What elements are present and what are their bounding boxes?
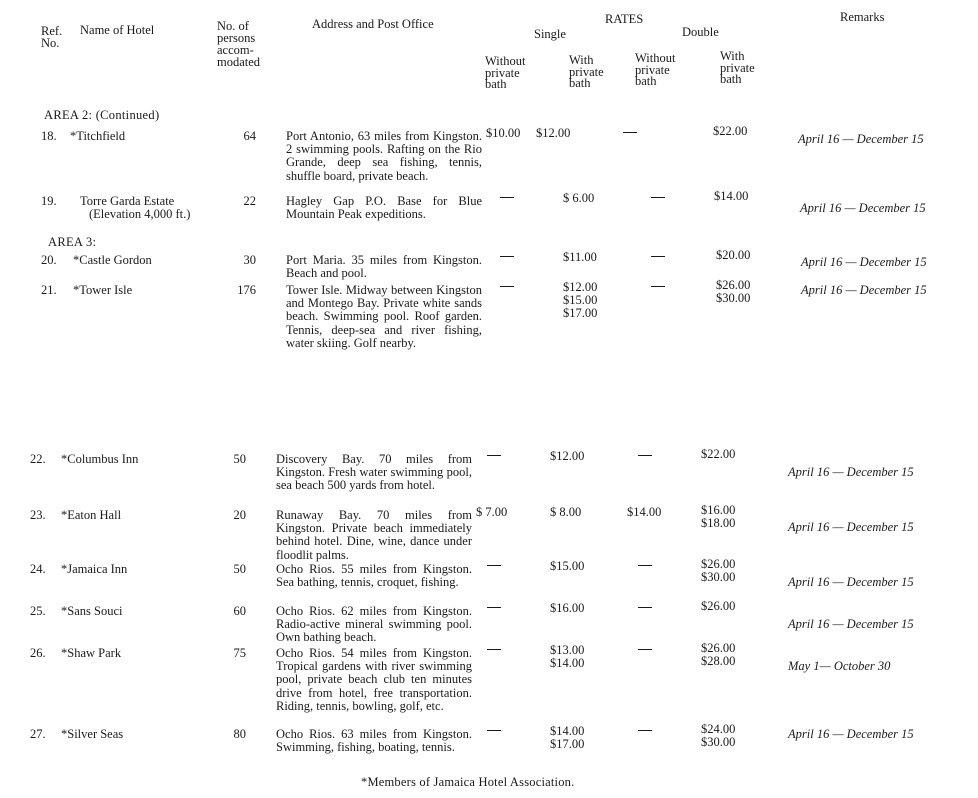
dash-icon xyxy=(500,197,514,199)
single-with-bath-rate xyxy=(550,644,584,670)
ref-number: 22. xyxy=(30,452,46,466)
double-without-bath-rate xyxy=(638,450,652,463)
ref-number: 18. xyxy=(41,129,57,143)
header-sub-line: private xyxy=(635,62,670,77)
remarks-dates: April 16 — December 15 xyxy=(788,617,914,631)
double-without-bath-rate xyxy=(638,602,652,615)
hotel-name xyxy=(61,563,127,576)
ref-number: 25. xyxy=(30,604,46,618)
header-remarks: Remarks xyxy=(840,10,885,24)
persons-count: 50 xyxy=(233,452,246,466)
rate-value: $16.00 xyxy=(550,601,585,615)
hotel-name xyxy=(61,605,122,618)
header-double-with-bath xyxy=(720,51,755,86)
dash-icon xyxy=(638,730,652,732)
rate-value: $11.00 xyxy=(563,250,597,264)
hotel-name-text: *Castle Gordon xyxy=(73,253,152,267)
single-with-bath-rate xyxy=(563,281,597,320)
persons-count: 64 xyxy=(243,129,256,143)
hotel-name-text: *Shaw Park xyxy=(61,646,122,660)
header-ref-no xyxy=(41,25,62,49)
hotel-name xyxy=(61,509,121,522)
header-persons-line: modated xyxy=(217,55,261,69)
rate-value: $30.00 xyxy=(701,735,736,749)
persons-count: 22 xyxy=(243,194,256,208)
hotel-name-text: *Columbus Inn xyxy=(61,452,139,466)
header-sub-line: private xyxy=(485,65,520,80)
header-ref-line: No. xyxy=(41,36,60,50)
persons-count: 75 xyxy=(233,646,246,660)
remarks-dates: April 16 — December 15 xyxy=(788,727,914,741)
header-sub-line: bath xyxy=(485,77,507,91)
rate-value: $28.00 xyxy=(701,654,736,668)
ref-number: 26. xyxy=(30,646,46,660)
rate-value: $15.00 xyxy=(563,293,598,307)
dash-icon xyxy=(487,565,501,567)
rate-value: $12.00 xyxy=(550,449,585,463)
address: Hagley Gap P.O. Base for Blue Mountain Peak expeditions. xyxy=(286,194,482,222)
single-with-bath-rate xyxy=(550,450,584,463)
header-double: Double xyxy=(682,25,719,39)
single-with-bath-rate xyxy=(550,602,584,615)
single-with-bath-rate xyxy=(563,192,594,205)
rate-value: $26.00 xyxy=(701,557,736,571)
rate-value: $17.00 xyxy=(563,306,598,320)
dash-icon xyxy=(638,565,652,567)
rate-value: $15.00 xyxy=(550,559,585,573)
header-persons-line: accom- xyxy=(217,43,254,57)
ref-number: 21. xyxy=(41,283,57,297)
persons-count: 60 xyxy=(233,604,246,618)
header-rates: RATES xyxy=(605,12,644,26)
dash-icon xyxy=(487,730,501,732)
dash-icon xyxy=(651,197,665,199)
dash-icon xyxy=(638,607,652,609)
single-with-bath-rate xyxy=(563,251,597,264)
dash-icon xyxy=(638,455,652,457)
rate-value: $26.00 xyxy=(701,641,736,655)
double-with-bath-rate xyxy=(713,125,747,138)
address: Port Antonio, 63 miles from Kingston. 2 swimming pools. Rafting on the Rio Grande, deep sea fishing, tennis, shuffle board, private beach. xyxy=(286,129,482,183)
hotel-name-text: *Sans Souci xyxy=(61,604,123,618)
rate-value: $24.00 xyxy=(701,722,736,736)
single-without-bath-rate xyxy=(487,560,501,573)
rate-value: $22.00 xyxy=(701,447,736,461)
double-without-bath-rate xyxy=(638,644,652,657)
dash-icon xyxy=(651,286,665,288)
ref-number: 20. xyxy=(41,253,57,267)
hotel-name xyxy=(73,284,132,297)
hotel-name-text: *Titchfield xyxy=(70,129,126,143)
rate-value: $10.00 xyxy=(486,126,521,140)
footnote: *Members of Jamaica Hotel Association. xyxy=(361,775,575,789)
hotel-name xyxy=(70,130,125,143)
ref-number: 24. xyxy=(30,562,46,576)
header-single: Single xyxy=(534,27,566,41)
rate-value: $13.00 xyxy=(550,643,585,657)
single-with-bath-rate xyxy=(550,560,584,573)
area-2-label: AREA 2: (Continued) xyxy=(44,108,160,122)
hotel-name-text: *Eaton Hall xyxy=(61,508,122,522)
remarks-dates: April 16 — December 15 xyxy=(801,283,927,297)
double-with-bath-rate xyxy=(701,448,735,461)
address: Tower Isle. Midway between Kingston and Montego Bay. Private white sands beach. Swimming pool. Roof garden. Tennis, deep-sea and river fishing, water skiing. Golf nearby. xyxy=(286,283,482,350)
hotel-name-text: Torre Garda Estate xyxy=(80,194,175,208)
double-without-bath-rate xyxy=(651,281,665,294)
dash-icon xyxy=(638,649,652,651)
dash-icon xyxy=(500,286,514,288)
header-sub-line: bath xyxy=(720,72,742,86)
header-sub-line: Without xyxy=(485,54,526,68)
hotel-name-text: *Jamaica Inn xyxy=(61,562,128,576)
double-without-bath-rate xyxy=(623,127,637,140)
header-sub-line: With xyxy=(720,49,745,63)
address: Runaway Bay. 70 miles from Kingston. Private beach immediately behind hotel. Dine, wine, dance under floodlit palms. xyxy=(276,508,472,562)
rate-value: $30.00 xyxy=(701,570,736,584)
dash-icon xyxy=(487,455,501,457)
area-3-label: AREA 3: xyxy=(48,235,97,249)
single-without-bath-rate xyxy=(476,506,507,519)
double-with-bath-rate xyxy=(714,190,748,203)
rate-value: $14.00 xyxy=(550,656,585,670)
single-without-bath-rate xyxy=(487,602,501,615)
double-with-bath-rate xyxy=(701,723,735,749)
rate-value: $14.00 xyxy=(627,505,662,519)
header-sub-line: private xyxy=(569,64,604,79)
address: Ocho Rios. 62 miles from Kingston. Radio-active mineral swimming pool. Own bathing beach. xyxy=(276,604,472,645)
double-without-bath-rate xyxy=(651,251,665,264)
header-name-of-hotel: Name of Hotel xyxy=(80,23,155,37)
address: Ocho Rios. 54 miles from Kingston. Tropical gardens with river swimming pool, private beach club ten minutes drive from hotel, free transportation. Riding, tennis, bowling, golf, etc. xyxy=(276,646,472,713)
rate-value: $14.00 xyxy=(714,189,749,203)
remarks-dates: April 16 — December 15 xyxy=(800,201,926,215)
hotel-name xyxy=(61,728,123,741)
rate-value: $12.00 xyxy=(563,280,598,294)
double-without-bath-rate xyxy=(638,725,652,738)
rate-value: $ 7.00 xyxy=(476,505,508,519)
address: Discovery Bay. 70 miles from Kingston. Fresh water swimming pool, sea beach 500 yards from hotel. xyxy=(276,452,472,493)
rate-value: $22.00 xyxy=(713,124,748,138)
single-without-bath-rate xyxy=(486,127,520,140)
single-without-bath-rate xyxy=(487,644,501,657)
ref-number: 27. xyxy=(30,727,46,741)
persons-count: 50 xyxy=(233,562,246,576)
double-with-bath-rate xyxy=(701,504,735,530)
double-with-bath-rate xyxy=(701,600,735,613)
single-without-bath-rate xyxy=(500,281,514,294)
address: Ocho Rios. 55 miles from Kingston. Sea bathing, tennis, croquet, fishing. xyxy=(276,562,472,590)
header-sub-line: private xyxy=(720,60,755,75)
remarks-dates: April 16 — December 15 xyxy=(788,575,914,589)
remarks-dates: April 16 — December 15 xyxy=(788,520,914,534)
hotel-name xyxy=(80,195,190,221)
remarks-dates: April 16 — December 15 xyxy=(788,465,914,479)
ref-number: 23. xyxy=(30,508,46,522)
dash-icon xyxy=(500,256,514,258)
dash-icon xyxy=(623,132,637,134)
double-without-bath-rate xyxy=(638,560,652,573)
header-sub-line: Without xyxy=(635,51,676,65)
persons-count: 30 xyxy=(243,253,256,267)
double-with-bath-rate xyxy=(716,279,750,305)
remarks-dates: May 1— October 30 xyxy=(788,659,891,673)
rate-value: $16.00 xyxy=(701,503,736,517)
single-with-bath-rate xyxy=(550,725,584,751)
dash-icon xyxy=(651,256,665,258)
ref-number: 19. xyxy=(41,194,57,208)
rate-value: $12.00 xyxy=(536,126,571,140)
header-double-without-bath xyxy=(635,53,675,88)
rate-value: $ 8.00 xyxy=(550,505,582,519)
header-sub-line: bath xyxy=(635,74,657,88)
header-persons xyxy=(217,20,260,68)
header-single-with-bath xyxy=(569,55,604,90)
header-persons-line: persons xyxy=(217,31,256,45)
rate-value: $ 6.00 xyxy=(563,191,595,205)
rate-value: $26.00 xyxy=(701,599,736,613)
dash-icon xyxy=(487,649,501,651)
rate-value: $30.00 xyxy=(716,291,751,305)
remarks-dates: April 16 — December 15 xyxy=(801,255,927,269)
hotel-name xyxy=(61,647,121,660)
single-without-bath-rate xyxy=(500,192,514,205)
double-with-bath-rate xyxy=(701,642,735,668)
single-without-bath-rate xyxy=(487,725,501,738)
header-sub-line: bath xyxy=(569,76,591,90)
rate-value: $18.00 xyxy=(701,516,736,530)
header-address: Address and Post Office xyxy=(312,17,434,31)
single-without-bath-rate xyxy=(487,450,501,463)
single-with-bath-rate xyxy=(550,506,581,519)
hotel-elevation: (Elevation 4,000 ft.) xyxy=(89,207,191,221)
single-without-bath-rate xyxy=(500,251,514,264)
double-without-bath-rate xyxy=(651,192,665,205)
rate-value: $17.00 xyxy=(550,737,585,751)
dash-icon xyxy=(487,607,501,609)
header-ref-line: Ref. xyxy=(41,24,63,38)
hotel-name-text: *Silver Seas xyxy=(61,727,124,741)
double-with-bath-rate xyxy=(701,558,735,584)
header-persons-line: No. of xyxy=(217,19,249,33)
address: Port Maria. 35 miles from Kingston. Beach and pool. xyxy=(286,253,482,281)
rate-value: $14.00 xyxy=(550,724,585,738)
hotel-name xyxy=(73,254,152,267)
header-sub-line: With xyxy=(569,53,594,67)
hotel-name-text: *Tower Isle xyxy=(73,283,133,297)
address: Ocho Rios. 63 miles from Kingston. Swimming, fishing, boating, tennis. xyxy=(276,727,472,755)
persons-count: 20 xyxy=(233,508,246,522)
remarks-dates: April 16 — December 15 xyxy=(798,132,924,146)
hotel-name xyxy=(61,453,138,466)
double-with-bath-rate xyxy=(716,249,750,262)
rate-value: $26.00 xyxy=(716,278,751,292)
rate-value: $20.00 xyxy=(716,248,751,262)
header-single-without-bath xyxy=(485,56,525,91)
single-with-bath-rate xyxy=(536,127,570,140)
persons-count: 176 xyxy=(237,283,256,297)
double-without-bath-rate xyxy=(627,506,661,519)
persons-count: 80 xyxy=(233,727,246,741)
